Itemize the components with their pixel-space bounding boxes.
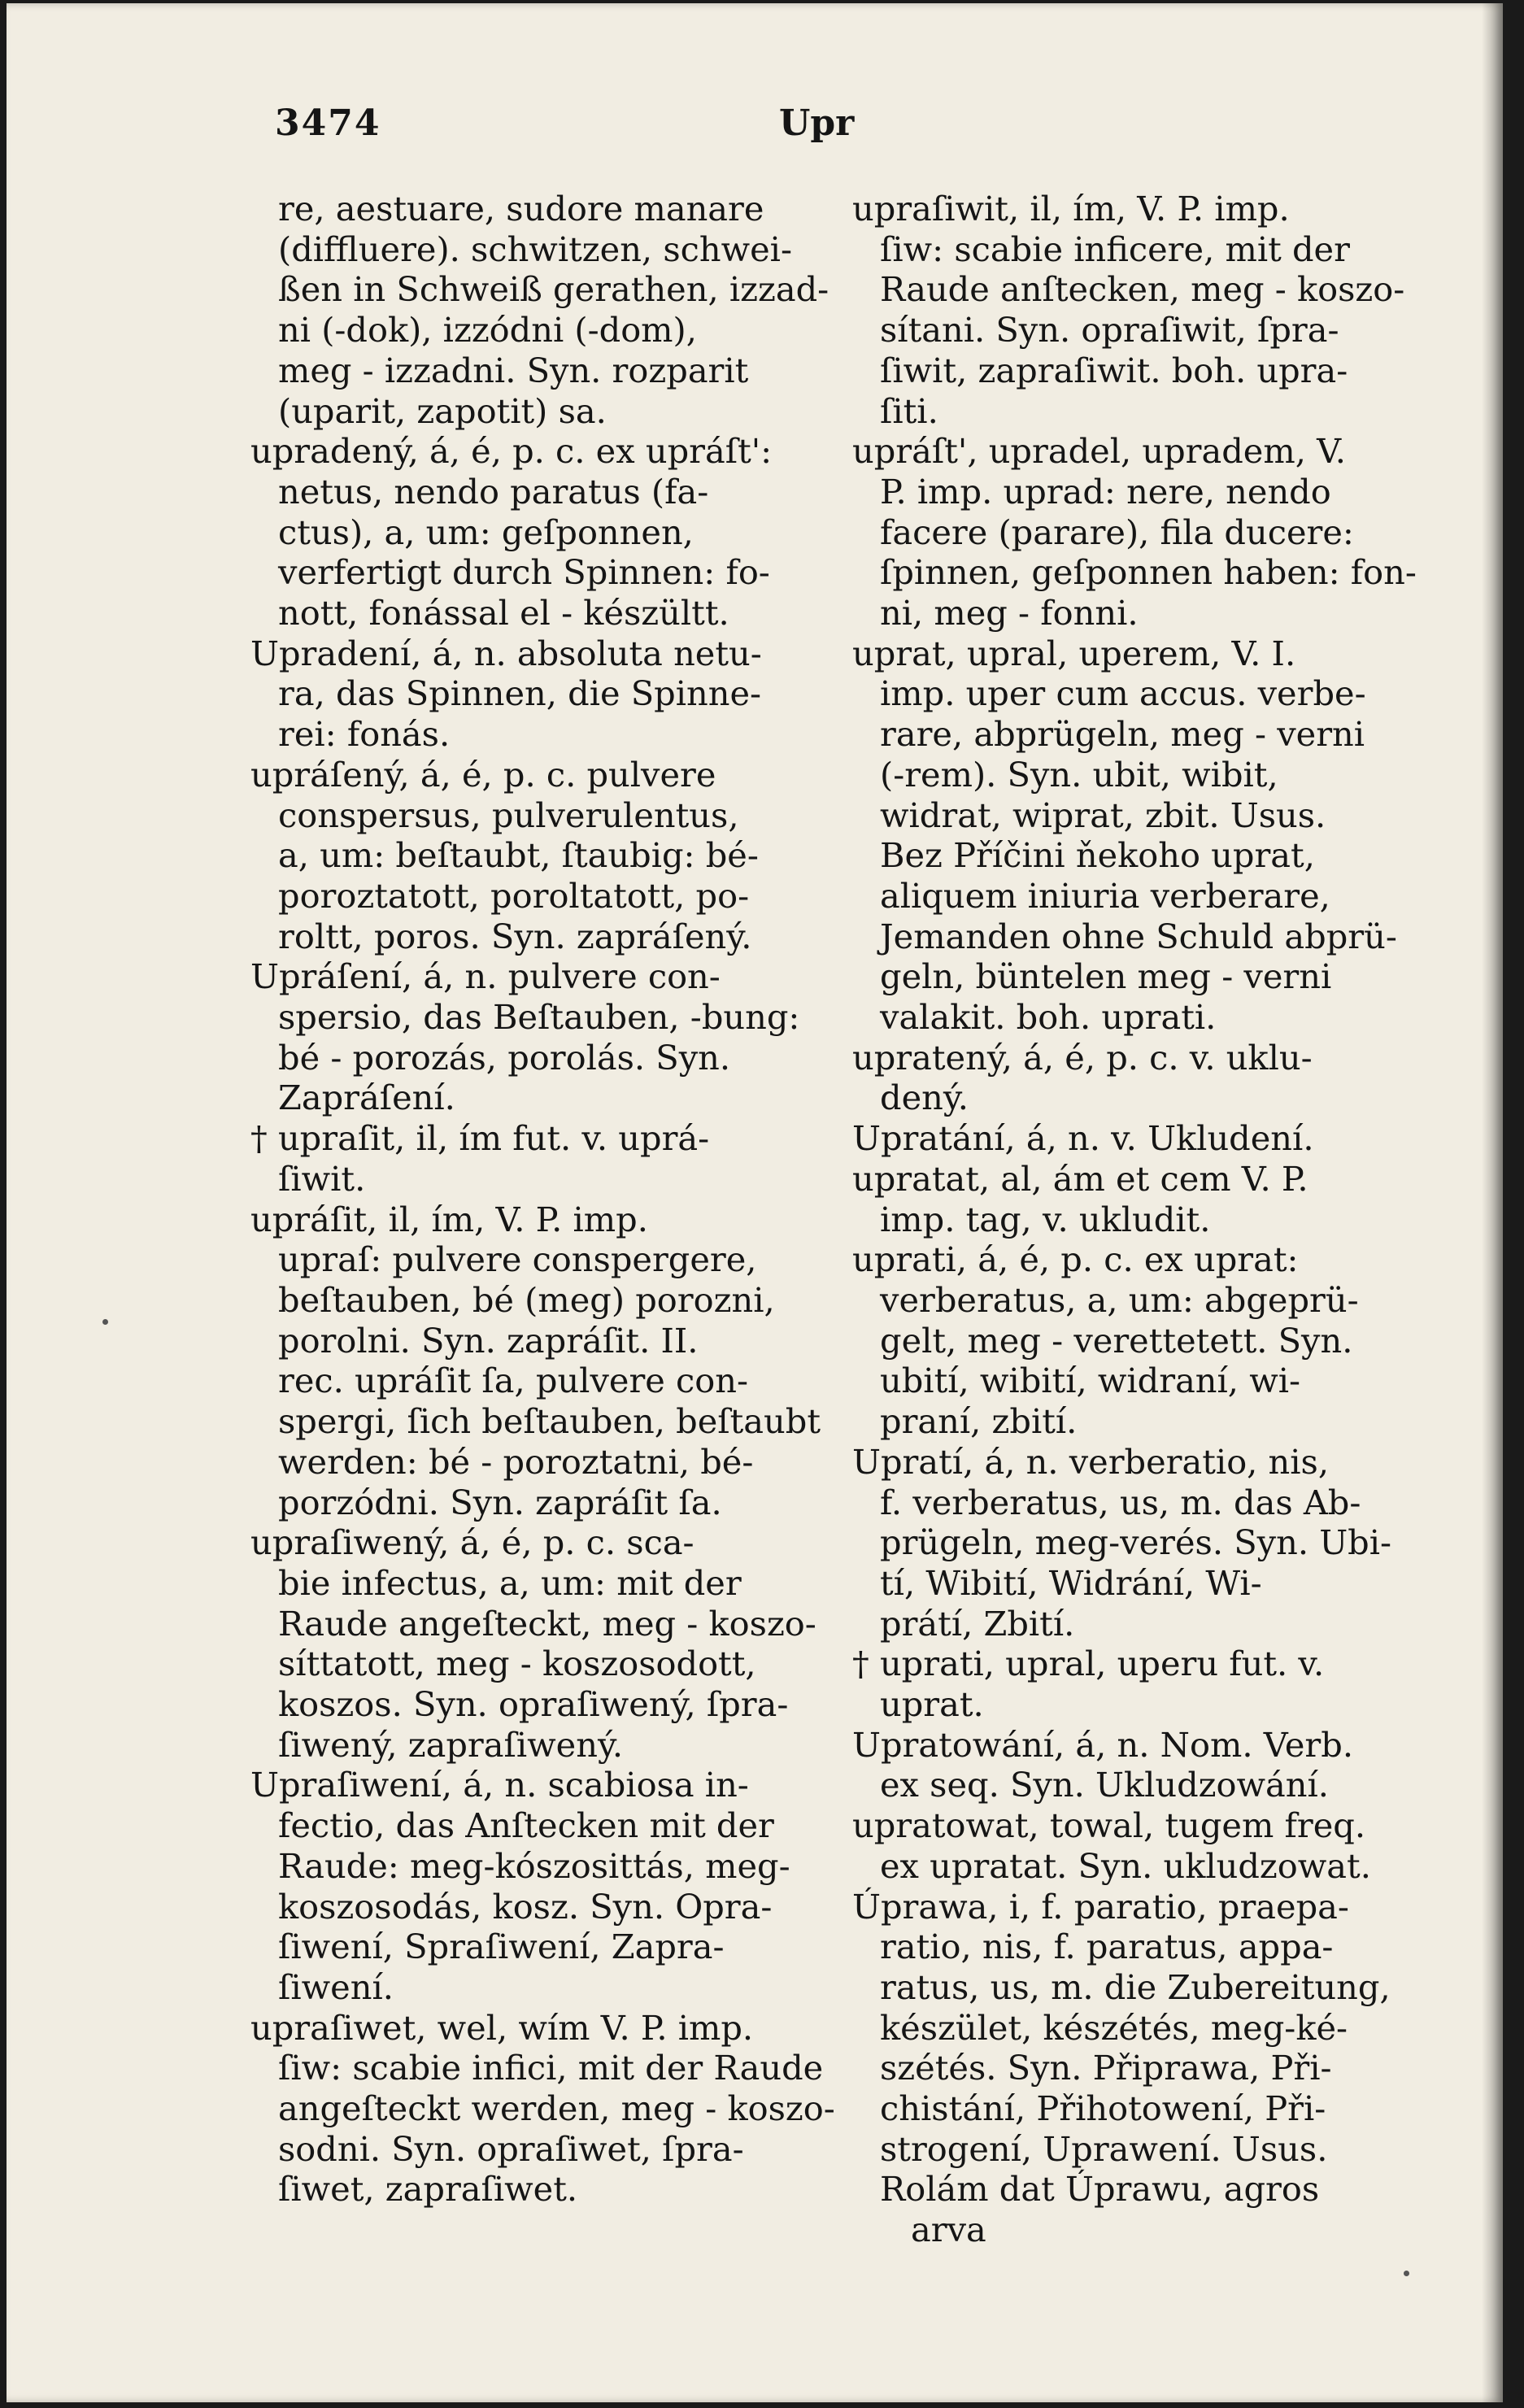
text-line: upraſiwit, il, ím, V. P. imp.: [852, 189, 1290, 229]
text-line: P. imp. uprad: nere, nendo: [880, 471, 1331, 512]
text-line: nott, fonással el - készültt.: [278, 593, 729, 634]
text-line: ratus, us, m. die Zubereitung,: [880, 1966, 1391, 2007]
text-line: rare, abprügeln, meg - verni: [880, 714, 1365, 755]
text-line: † uprati, upral, uperu fut. v.: [852, 1644, 1325, 1684]
text-line: Upratání, á, n. v. Ukludení.: [852, 1118, 1314, 1159]
text-line: Raude anſtecken, meg - koszo-: [880, 269, 1405, 310]
text-line: Jemanden ohne Schuld abprü-: [880, 916, 1397, 956]
text-line: ex seq. Syn. Ukludzowání.: [880, 1765, 1329, 1805]
text-line: valakit. boh. uprati.: [880, 997, 1217, 1038]
text-line: ßen in Schweiß gerathen, izzad-: [278, 269, 829, 310]
text-line: facere (parare), fila ducere:: [880, 512, 1354, 552]
text-line: widrat, wiprat, zbit. Usus.: [880, 795, 1326, 835]
text-line: gelt, meg - verettetett. Syn.: [880, 1320, 1353, 1361]
text-line: (uparit, zapotit) sa.: [278, 390, 607, 431]
text-line: verberatus, a, um: abgeprü-: [880, 1279, 1359, 1320]
text-line: rec. upráſit ſa, pulvere con-: [278, 1361, 749, 1401]
text-line: upráſt', upradel, upradem, V.: [852, 431, 1346, 472]
text-line: Upráſení, á, n. pulvere con-: [250, 956, 721, 997]
running-head: Upr: [779, 102, 855, 144]
text-line: spersio, das Beſtauben, -bung:: [278, 997, 800, 1038]
text-line: ni (-dok), izzódni (-dom),: [278, 310, 697, 351]
text-line: chistání, Přihotowení, Při-: [880, 2088, 1326, 2129]
text-line: ra, das Spinnen, die Spinne-: [278, 673, 762, 714]
text-line: † upraſit, il, ím fut. v. uprá-: [250, 1118, 710, 1159]
text-line: készület, készétés, meg-ké-: [880, 2007, 1348, 2048]
text-line: strogení, Uprawení. Usus.: [880, 2128, 1328, 2169]
text-line: ſiwet, zapraſiwet.: [278, 2169, 578, 2210]
text-line: arva: [911, 2210, 986, 2250]
text-line: ctus), a, um: geſponnen,: [278, 512, 694, 552]
text-line: ſiti.: [880, 390, 938, 431]
text-line: ubití, wibití, widraní, wi-: [880, 1361, 1301, 1401]
text-line: Zapráſení.: [278, 1078, 455, 1118]
text-line: praní, zbití.: [880, 1401, 1078, 1442]
text-line: poroztatott, poroltatott, po-: [278, 875, 750, 916]
text-line: netus, nendo paratus (fa-: [278, 471, 709, 512]
text-line: angeſteckt werden, meg - koszo-: [278, 2088, 835, 2129]
text-line: sodni. Syn. opraſiwet, ſpra-: [278, 2128, 744, 2169]
text-line: upraſiwený, á, é, p. c. sca-: [250, 1522, 695, 1563]
text-line: fectio, das Anſtecken mit der: [278, 1805, 774, 1846]
text-line: roltt, poros. Syn. zapráſený.: [278, 916, 752, 956]
text-line: ex upratat. Syn. ukludzowat.: [880, 1845, 1371, 1886]
text-line: ſiwit, zapraſiwit. boh. upra-: [880, 350, 1348, 390]
right-column: [852, 189, 1438, 2250]
text-line: ni, meg - fonni.: [880, 593, 1139, 634]
text-line: ſiwení.: [278, 1966, 394, 2007]
text-line: upraſ: pulvere conspergere,: [278, 1239, 757, 1280]
text-line: sítani. Syn. opraſiwit, ſpra-: [880, 310, 1339, 351]
text-line: Upradení, á, n. absoluta netu-: [250, 633, 762, 673]
text-line: ſiwený, zapraſiwený.: [278, 1724, 624, 1765]
text-line: spergi, ſich beſtauben, beſtaubt: [278, 1401, 821, 1442]
text-line: upráſit, il, ím, V. P. imp.: [250, 1199, 648, 1239]
text-line: dený.: [880, 1078, 969, 1118]
text-line: upráſený, á, é, p. c. pulvere: [250, 754, 716, 795]
text-line: porzódni. Syn. zapráſit ſa.: [278, 1482, 722, 1522]
text-line: ſpinnen, geſponnen haben: fon-: [880, 552, 1417, 593]
text-line: bie infectus, a, um: mit der: [278, 1562, 742, 1603]
text-line: aliquem iniuria verberare,: [880, 875, 1330, 916]
text-line: ſiw: scabie infici, mit der Raude: [278, 2048, 824, 2088]
text-line: koszos. Syn. opraſiwený, ſpra-: [278, 1684, 789, 1725]
book-page: [7, 3, 1503, 2402]
text-line: prátí, Zbití.: [880, 1603, 1075, 1644]
text-line: upratat, al, ám et cem V. P.: [852, 1158, 1308, 1199]
text-line: ſiw: scabie inficere, mit der: [880, 229, 1350, 269]
text-line: bé - porozás, porolás. Syn.: [278, 1037, 731, 1078]
text-line: upratený, á, é, p. c. v. uklu-: [852, 1037, 1313, 1078]
text-line: síttatott, meg - koszosodott,: [278, 1644, 756, 1684]
text-line: imp. tag, v. ukludit.: [880, 1199, 1211, 1239]
text-line: (-rem). Syn. ubit, wibit,: [880, 754, 1278, 795]
print-speck: [102, 1319, 108, 1325]
text-line: Upratowání, á, n. Nom. Verb.: [852, 1724, 1354, 1765]
text-line: Raude: meg-kószosittás, meg-: [278, 1845, 790, 1886]
text-line: Úprawa, i, f. paratio, praepa-: [852, 1886, 1349, 1927]
text-line: tí, Wibití, Widrání, Wi-: [880, 1562, 1262, 1603]
print-speck: [1404, 2271, 1409, 2276]
page-edge-shadow: [1482, 3, 1503, 2402]
text-line: upratowat, towal, tugem freq.: [852, 1805, 1366, 1846]
text-line: f. verberatus, us, m. das Ab-: [880, 1482, 1361, 1522]
text-line: upraſiwet, wel, wím V. P. imp.: [250, 2007, 754, 2048]
text-line: uprat.: [880, 1684, 984, 1725]
text-line: beſtauben, bé (meg) porozni,: [278, 1279, 775, 1320]
text-line: uprat, upral, uperem, V. I.: [852, 633, 1296, 673]
text-line: porolni. Syn. zapráſit. II.: [278, 1320, 699, 1361]
text-line: rei: fonás.: [278, 714, 451, 755]
text-line: ſiwení, Spraſiwení, Zapra-: [278, 1927, 725, 1967]
text-line: conspersus, pulverulentus,: [278, 795, 739, 835]
text-line: upradený, á, é, p. c. ex upráſt':: [250, 431, 773, 472]
text-line: ſiwit.: [278, 1158, 366, 1199]
text-line: ratio, nis, f. paratus, appa-: [880, 1927, 1334, 1967]
page-number: 3474: [275, 102, 381, 144]
text-line: szétés. Syn. Připrawa, Při-: [880, 2048, 1332, 2088]
text-line: koszosodás, kosz. Syn. Opra-: [278, 1886, 773, 1927]
text-line: geln, büntelen meg - verni: [880, 956, 1332, 997]
text-line: Bez Příčini ňekoho uprat,: [880, 835, 1315, 876]
left-column: [250, 189, 836, 2210]
text-line: re, aestuare, sudore manare: [278, 189, 764, 229]
text-line: Upratí, á, n. verberatio, nis,: [852, 1441, 1330, 1482]
text-line: prügeln, meg-verés. Syn. Ubi-: [880, 1522, 1392, 1563]
page-header: [275, 94, 1454, 143]
text-line: imp. uper cum accus. verbe-: [880, 673, 1366, 714]
text-line: Upraſiwení, á, n. scabiosa in-: [250, 1765, 749, 1805]
text-line: (diffluere). schwitzen, schwei-: [278, 229, 792, 269]
text-line: Rolám dat Úprawu, agros: [880, 2169, 1320, 2210]
text-line: Raude angeſteckt, meg - koszo-: [278, 1603, 816, 1644]
text-line: a, um: beſtaubt, ſtaubig: bé-: [278, 835, 759, 876]
text-line: uprati, á, é, p. c. ex uprat:: [852, 1239, 1299, 1280]
text-line: verfertigt durch Spinnen: fo-: [278, 552, 770, 593]
text-line: werden: bé - poroztatni, bé-: [278, 1441, 754, 1482]
text-line: meg - izzadni. Syn. rozparit: [278, 350, 749, 390]
